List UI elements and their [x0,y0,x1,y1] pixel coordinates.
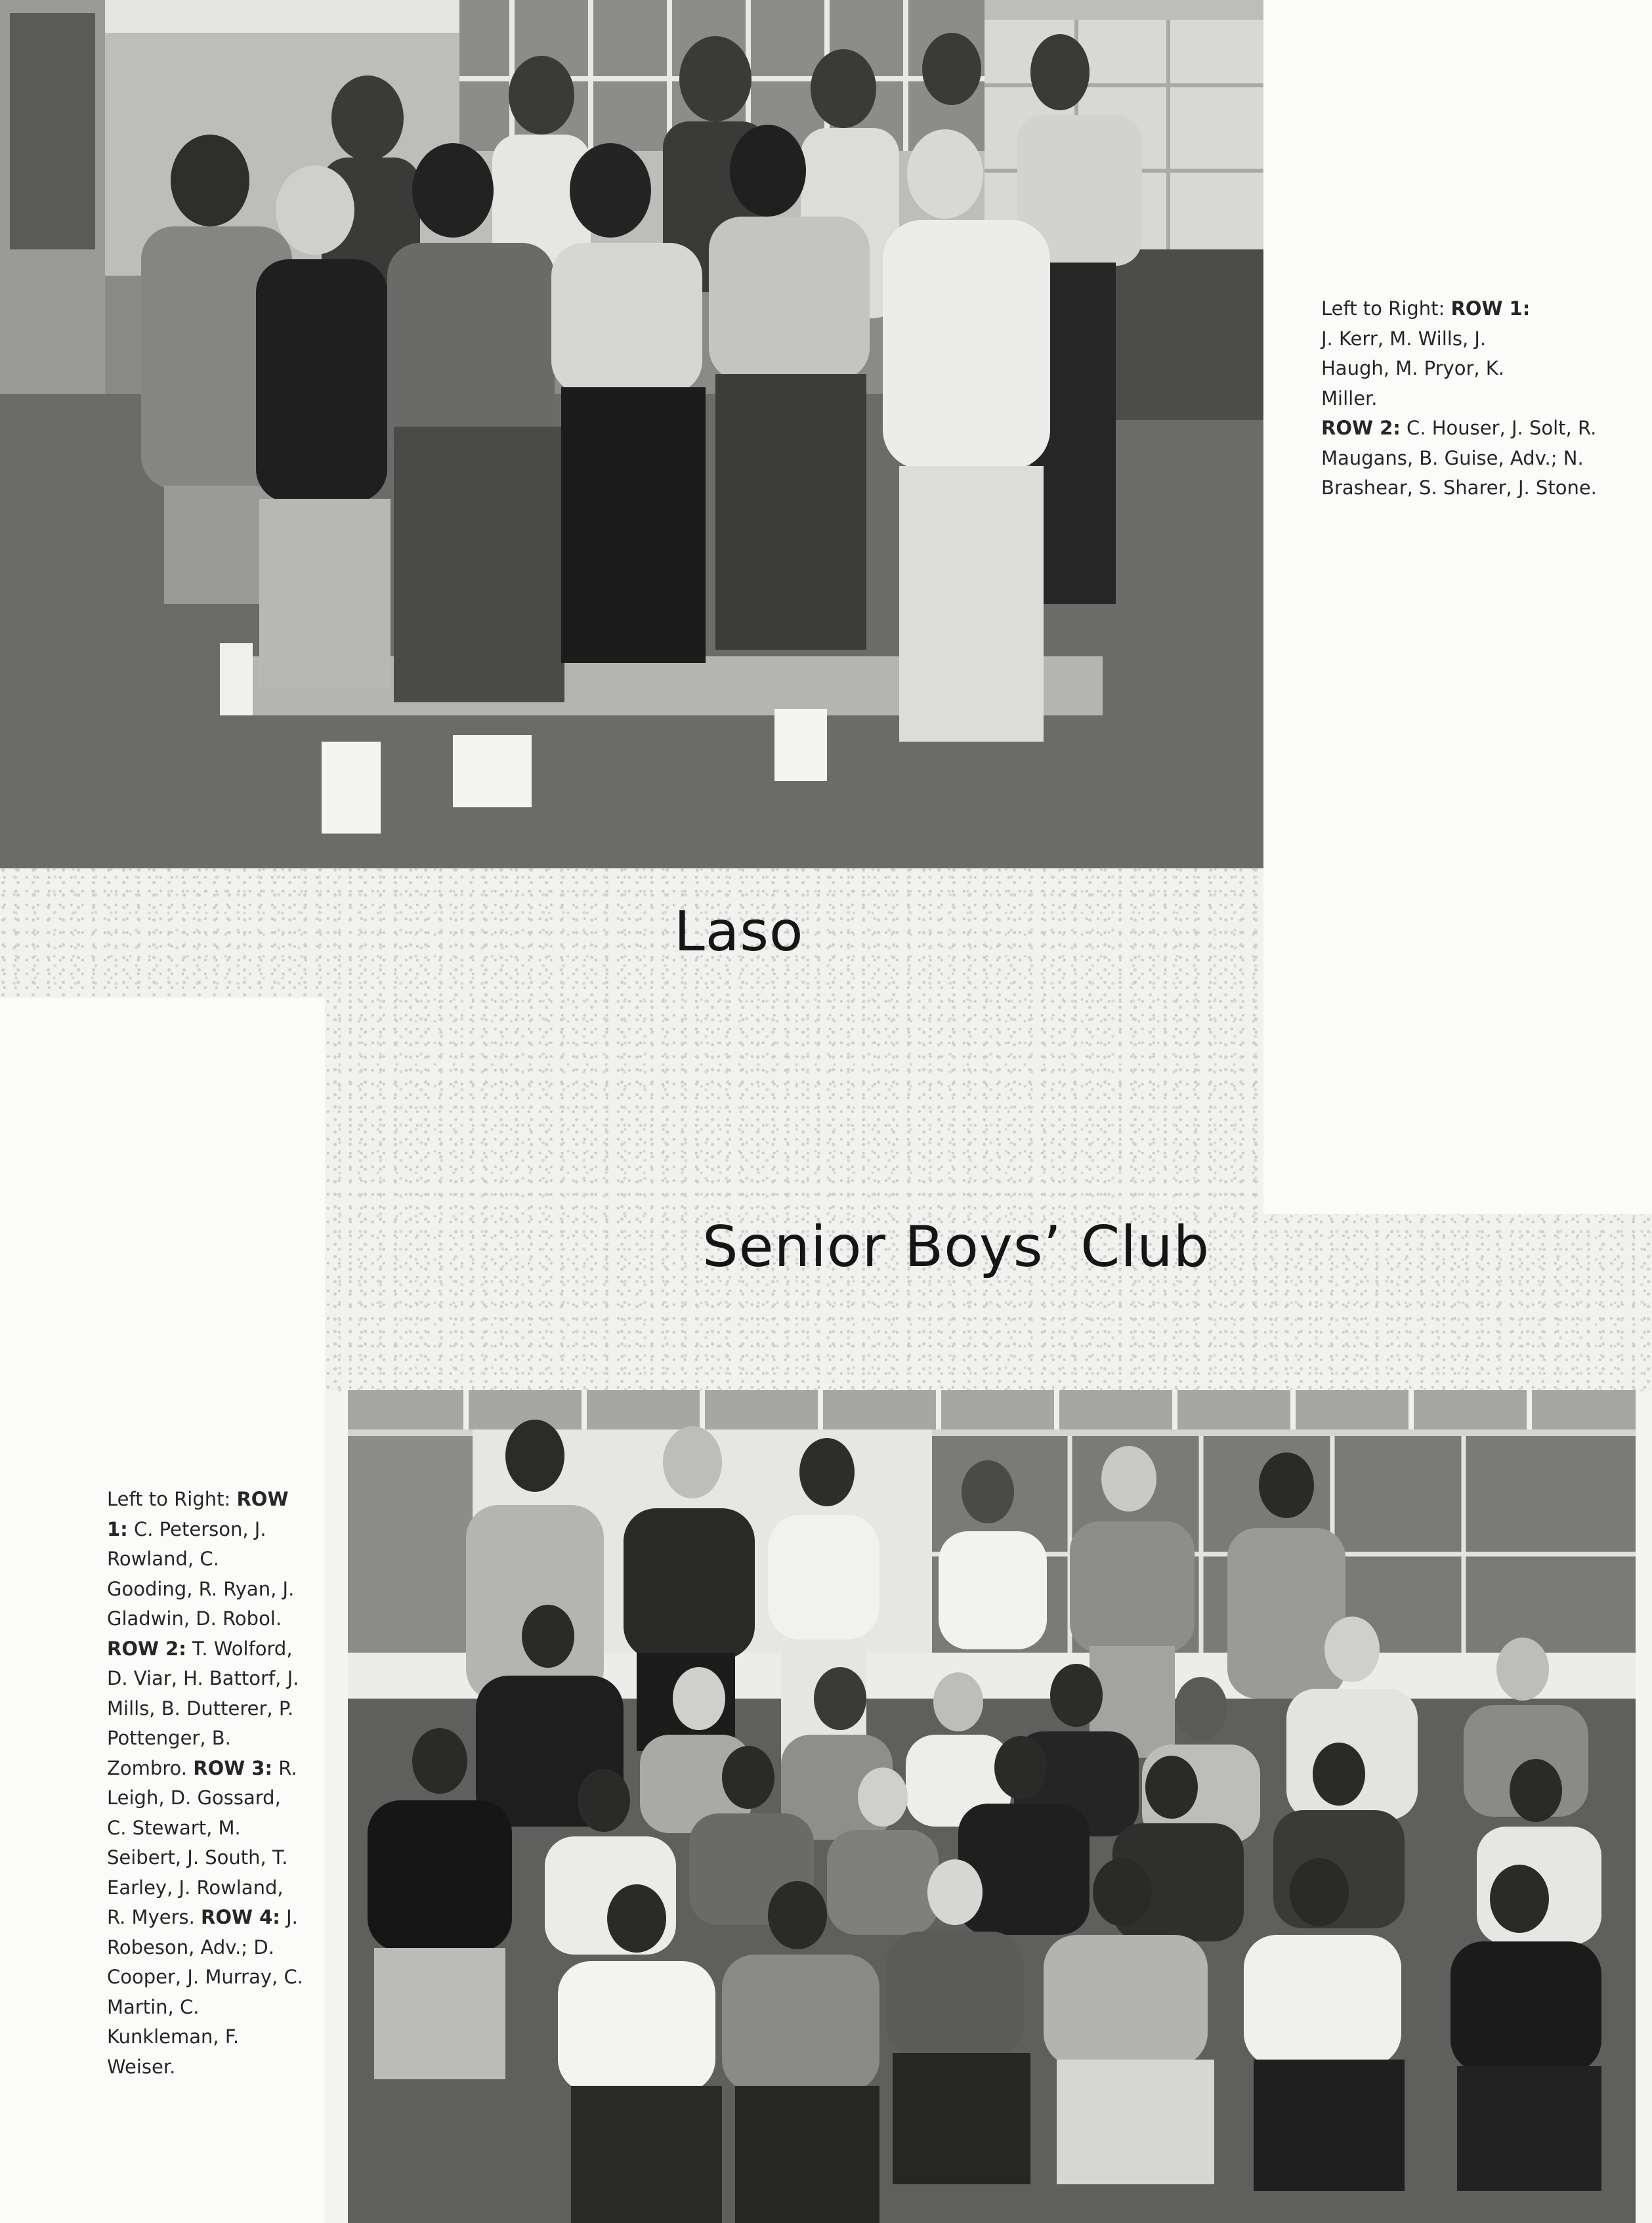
caption-row-label: ROW 1: [107,1488,289,1540]
caption-row-names: J. Kerr, M. Wills, J. Haugh, M. Pryor, K. Miller. [1321,327,1505,410]
caption-row-label: ROW 1: [1451,297,1531,320]
caption-lead: Left to Right: [107,1488,237,1510]
laso-caption [1321,294,1652,503]
caption-row-label: ROW 3: [193,1756,273,1779]
caption-row-label: ROW 2: [1321,417,1401,439]
senior-boys-club-title: Senior Boys’ Club [702,1214,1210,1280]
caption-lead: Left to Right: [1321,297,1451,320]
senior-boys-club-caption [107,1485,304,2082]
caption-row-names: R. Leigh, D. Gossard, C. Stewart, M. Seibert, J. South, T. Earley, J. Rowland, R. Myers. [107,1756,297,1928]
caption-row-names: T. Wolford, D. Viar, H. Battorf, J. Mills, B. Dutterer, P. Pottenger, B. Zombro. [107,1637,299,1779]
laso-title: Laso [674,899,804,963]
laso-group-photo [0,0,1263,868]
senior-boys-club-photo [348,1390,1636,2223]
paper-area-top-right [1263,0,1652,1214]
caption-row-label: ROW 4: [201,1906,280,1928]
caption-row-names: J. Robeson, Adv.; D. Cooper, J. Murray, C. Martin, C. Kunkleman, F. Weiser. [107,1906,303,2078]
caption-row-label: ROW 2: [107,1637,186,1660]
caption-row-names: C. Houser, J. Solt, R. Maugans, B. Guise, Adv.; N. Brashear, S. Sharer, J. Stone. [1321,417,1597,499]
caption-row-names: C. Peterson, J. Rowland, C. Gooding, R. Ryan, J. Gladwin, D. Robol. [107,1517,295,1630]
